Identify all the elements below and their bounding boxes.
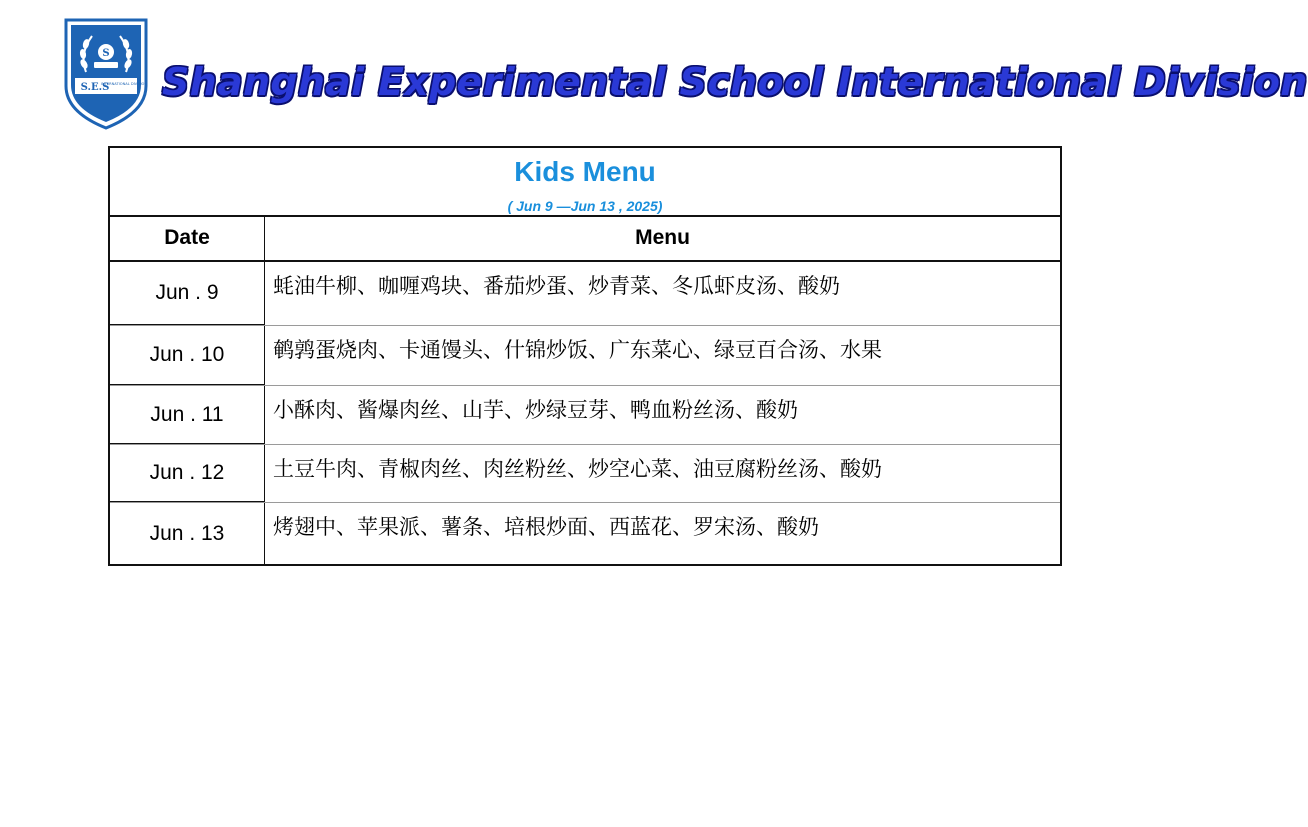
row-date: Jun . 12: [110, 445, 265, 502]
row-date: Jun . 13: [110, 503, 265, 564]
kids-menu-table: [108, 146, 1062, 566]
menu-header: [110, 148, 1060, 217]
table-row: [110, 326, 1060, 386]
table-row: [110, 503, 1060, 564]
logo-subtext: INTERNATIONAL DIVISION: [100, 82, 148, 86]
row-menu-items: 鹌鹑蛋烧肉、卡通馒头、什锦炒饭、广东菜心、绿豆百合汤、水果: [273, 338, 882, 362]
table-row: [110, 445, 1060, 503]
column-header-menu: Menu: [265, 215, 1060, 262]
table-row: [110, 262, 1060, 326]
school-crest-icon: [62, 16, 150, 130]
menu-date-range: ( Jun 9 —Jun 13 , 2025): [507, 198, 663, 214]
school-logo: [62, 16, 150, 130]
row-menu-items: 小酥肉、酱爆肉丝、山芋、炒绿豆芽、鸭血粉丝汤、酸奶: [273, 398, 798, 422]
school-name: Shanghai Experimental School International Division: [162, 60, 1308, 104]
logo-text: S.E.S: [80, 82, 110, 93]
row-date: Jun . 9: [110, 262, 265, 325]
row-menu-items: 蚝油牛柳、咖喱鸡块、番茄炒蛋、炒青菜、冬瓜虾皮汤、酸奶: [273, 274, 840, 298]
row-date: Jun . 11: [110, 386, 265, 444]
table-row: [110, 386, 1060, 445]
menu-title: Kids Menu: [514, 156, 656, 187]
row-menu-items: 烤翅中、苹果派、薯条、培根炒面、西蓝花、罗宋汤、酸奶: [273, 515, 819, 539]
row-menu-items: 土豆牛肉、青椒肉丝、肉丝粉丝、炒空心菜、油豆腐粉丝汤、酸奶: [273, 457, 882, 481]
row-date: Jun . 10: [110, 326, 265, 385]
svg-text:S: S: [102, 48, 110, 59]
column-header-date: Date: [110, 215, 265, 262]
